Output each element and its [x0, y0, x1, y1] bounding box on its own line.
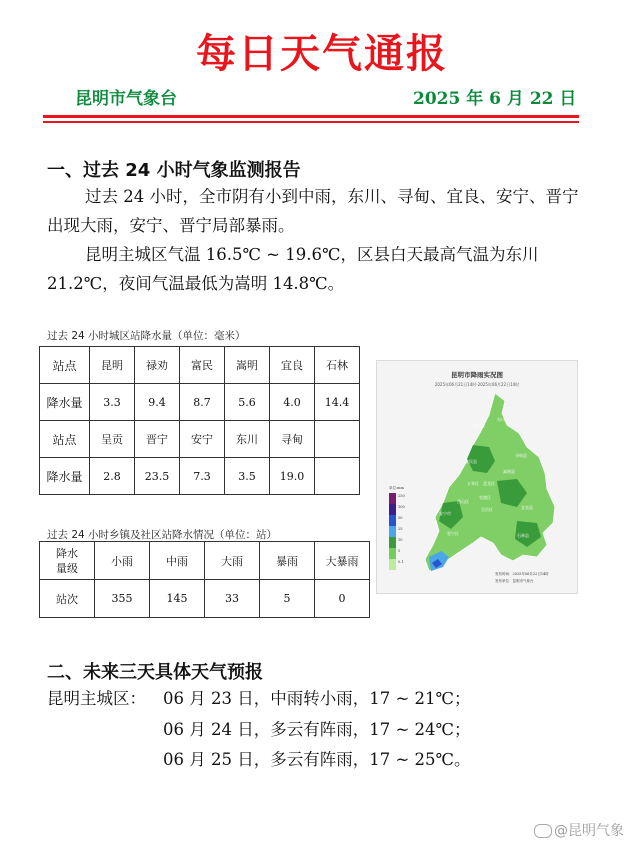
table-cell: 站次 — [40, 580, 95, 618]
table-cell: 昆明 — [90, 347, 135, 384]
table-cell: 19.0 — [270, 458, 315, 495]
forecast-line-1: 06 月 23 日，中雨转小雨，17 ~ 21℃； — [163, 689, 471, 708]
district-label: 嵩明县 — [503, 469, 515, 474]
table-cell: 暴雨 — [260, 542, 315, 580]
legend-swatch — [389, 559, 396, 570]
district-label: 呈贡区 — [481, 507, 493, 512]
table-cell: 8.7 — [180, 384, 225, 421]
district-label: 富民县 — [465, 459, 477, 464]
map-footer-time: 发布时间：2025年06月22日14时 — [495, 572, 549, 576]
district-label: 石林县 — [517, 533, 529, 538]
legend-swatch — [389, 526, 396, 537]
station-rain-table — [39, 346, 360, 495]
weibo-icon — [534, 824, 552, 838]
district-label: 官渡区 — [479, 495, 491, 500]
legend-label: 0.1 — [398, 560, 404, 564]
map-legend — [389, 493, 405, 570]
table-cell: 355 — [95, 580, 150, 618]
table-cell: 3.3 — [90, 384, 135, 421]
section1-para2: 昆明主城区气温 16.5℃ ~ 19.6℃，区县白天最高气温为东川 21.2℃，夜间气温最低为嵩明 14.8℃。 — [47, 245, 539, 293]
table-row — [40, 458, 360, 495]
legend-swatch — [389, 537, 396, 548]
forecast-area: 昆明主城区： — [47, 689, 146, 708]
legend-swatch — [389, 493, 396, 504]
table-row — [40, 347, 360, 384]
section2-heading: 二、未来三天具体天气预报 — [47, 662, 263, 683]
district-label: 晋宁区 — [447, 531, 459, 536]
district-label: 东川区 — [497, 417, 509, 422]
legend-label: 10 — [398, 538, 403, 542]
map-title: 昆明市降雨实况图 — [451, 371, 503, 379]
table-row — [40, 384, 360, 421]
district-label: 安宁市 — [439, 511, 451, 516]
table-cell — [315, 421, 360, 458]
district-label: 寻甸县 — [515, 453, 527, 458]
district-label: 西山区 — [457, 499, 469, 504]
district-label: 宜良县 — [521, 505, 533, 510]
table-cell: 嵩明 — [225, 347, 270, 384]
township-rain-table — [39, 541, 370, 618]
table-cell: 7.3 — [180, 458, 225, 495]
table-cell: 降水 量级 — [40, 542, 95, 580]
table-cell: 23.5 — [135, 458, 180, 495]
section1-heading: 一、过去 24 小时气象监测报告 — [47, 160, 301, 181]
table-cell: 宜良 — [270, 347, 315, 384]
table-row — [40, 421, 360, 458]
table-cell: 安宁 — [180, 421, 225, 458]
rainfall-map — [376, 360, 578, 594]
district-label: 五华区 — [467, 481, 479, 486]
table2-caption: 过去 24 小时乡镇及社区站降水情况（单位：站） — [47, 529, 278, 541]
table-cell: 寻甸 — [270, 421, 315, 458]
report-date: 2025 年 6 月 22 日 — [413, 89, 577, 109]
table-cell: 0 — [315, 580, 370, 618]
table-cell: 站点 — [40, 421, 90, 458]
legend-label: 100 — [398, 505, 405, 509]
table-cell: 降水量 — [40, 384, 90, 421]
legend-label: 250 — [398, 494, 405, 498]
table-cell: 呈贡 — [90, 421, 135, 458]
table-cell: 中雨 — [150, 542, 205, 580]
legend-swatch — [389, 515, 396, 526]
map-subtitle: 2025年06月21日14时-2025年06月22日14时 — [434, 382, 520, 387]
map-legend-unit: 单位:mm — [389, 486, 404, 490]
district-label: 禄劝县 — [473, 423, 485, 428]
table-cell: 大暴雨 — [315, 542, 370, 580]
table-cell: 145 — [150, 580, 205, 618]
legend-label: 5 — [398, 549, 401, 553]
table-cell: 晋宁 — [135, 421, 180, 458]
section1-para1: 过去 24 小时，全市阴有小到中雨，东川、寻甸、宜良、安宁、晋宁出现大雨，安宁、晋宁局部暴雨。 — [47, 187, 579, 235]
table-cell: 富民 — [180, 347, 225, 384]
table-cell: 14.4 — [315, 384, 360, 421]
table-cell: 9.4 — [135, 384, 180, 421]
table-cell: 2.8 — [90, 458, 135, 495]
table-cell — [315, 458, 360, 495]
legend-label: 25 — [398, 527, 403, 531]
table-cell: 33 — [205, 580, 260, 618]
table-cell: 站点 — [40, 347, 90, 384]
table1-caption: 过去 24 小时城区站降水量（单位：毫米） — [47, 330, 246, 342]
table-cell: 大雨 — [205, 542, 260, 580]
forecast-line-2: 06 月 24 日，多云有阵雨，17 ~ 24℃； — [163, 720, 471, 739]
legend-label: 50 — [398, 516, 403, 520]
table-cell: 5.6 — [225, 384, 270, 421]
table-cell: 3.5 — [225, 458, 270, 495]
header-rule — [43, 115, 579, 118]
forecast-line-3: 06 月 25 日，多云有阵雨，17 ~ 25℃。 — [163, 750, 471, 769]
watermark: @昆明气象 — [534, 820, 624, 840]
table-cell: 禄劝 — [135, 347, 180, 384]
table-cell: 降水量 — [40, 458, 90, 495]
legend-swatch — [389, 504, 396, 515]
table-row — [40, 542, 370, 580]
table-cell: 东川 — [225, 421, 270, 458]
header-rule-thin — [43, 121, 579, 123]
table-cell: 石林 — [315, 347, 360, 384]
table-cell: 4.0 — [270, 384, 315, 421]
map-footer-issuer: 发布单位：昆明市气象台 — [495, 579, 534, 583]
issuer: 昆明市气象台 — [75, 89, 177, 109]
report-title: 每日天气通报 — [196, 30, 448, 77]
table-cell: 5 — [260, 580, 315, 618]
table-cell: 小雨 — [95, 542, 150, 580]
table-row — [40, 580, 370, 618]
legend-swatch — [389, 548, 396, 559]
district-label: 盘龙区 — [483, 481, 495, 486]
